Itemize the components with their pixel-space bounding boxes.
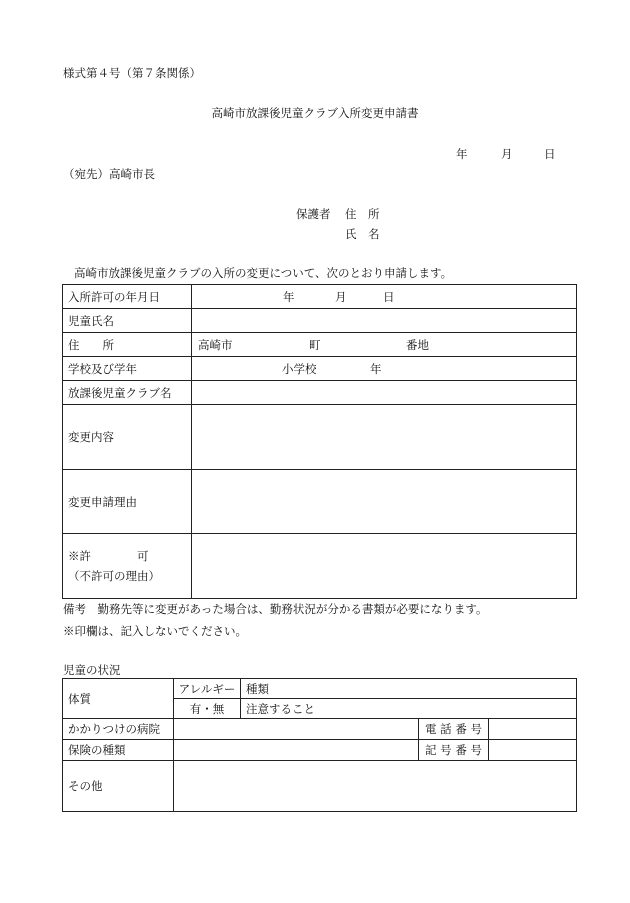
permit-day: 日: [383, 290, 395, 304]
allergy-type-label: 種類: [246, 681, 269, 696]
denial-reason-label: （不許可の理由）: [68, 569, 160, 583]
date-month: 月: [501, 147, 513, 161]
form-number: 様式第４号（第７条関係）: [63, 66, 201, 80]
permit-month: 月: [335, 290, 347, 304]
permit-date-field[interactable]: [192, 285, 577, 309]
date-year: 年: [456, 147, 468, 161]
intro-text: 高崎市放課後児童クラブの入所の変更について、次のとおり申請します。: [74, 266, 453, 280]
allergy-label: アレルギー: [174, 679, 241, 699]
addressee: （宛先）高崎市長: [63, 167, 155, 181]
school-field[interactable]: [192, 357, 577, 381]
address-lot: 番地: [406, 338, 429, 352]
guardian-name-label: 氏 名: [345, 227, 380, 241]
permit-date-label: 入所許可の年月日: [63, 285, 192, 309]
code-label: 記 号 番 号: [419, 740, 489, 761]
hospital-field[interactable]: [174, 719, 419, 740]
child-name-label: 児童氏名: [63, 309, 192, 333]
address-field[interactable]: [192, 333, 577, 357]
child-status-title: 児童の状況: [63, 663, 121, 677]
insurance-field[interactable]: [174, 740, 419, 761]
school-label: 学校及び学年: [63, 357, 192, 381]
change-reason-label: 変更申請理由: [63, 470, 192, 534]
code-field[interactable]: [489, 740, 577, 761]
allergy-options[interactable]: 有・無: [174, 699, 241, 719]
constitution-label: 体質: [63, 679, 174, 719]
page-title: 高崎市放課後児童クラブ入所変更申請書: [211, 106, 419, 120]
permit-field: [192, 534, 577, 599]
permit-cell: [63, 534, 192, 599]
phone-label: 電 話 番 号: [419, 719, 489, 740]
change-content-label: 変更内容: [63, 405, 192, 470]
application-table: [62, 284, 577, 599]
address-city: 高崎市: [198, 338, 233, 352]
child-status-table: [62, 678, 577, 812]
seal-note: ※印欄は、記入しないでください。: [63, 624, 247, 638]
other-label: その他: [63, 761, 174, 812]
change-reason-field[interactable]: [192, 470, 577, 534]
phone-field[interactable]: [489, 719, 577, 740]
club-field[interactable]: [192, 381, 577, 405]
address-town: 町: [309, 338, 321, 352]
caution-field[interactable]: [241, 699, 577, 719]
change-content-field[interactable]: [192, 405, 577, 470]
insurance-label: 保険の種類: [63, 740, 174, 761]
guardian-label: 保護者: [296, 207, 331, 221]
permit-label: ※許 可: [68, 549, 149, 563]
school-suffix: 小学校: [282, 362, 317, 376]
date-day: 日: [544, 147, 556, 161]
other-field[interactable]: [174, 761, 577, 812]
remark-note: 備考 勤務先等に変更があった場合は、勤務状況が分かる書類が必要になります。: [63, 602, 488, 616]
guardian-address-label: 住 所: [345, 207, 380, 221]
club-label: 放課後児童クラブ名: [63, 381, 192, 405]
grade-suffix: 年: [370, 362, 382, 376]
address-label: 住 所: [63, 333, 192, 357]
caution-label: 注意すること: [246, 701, 315, 716]
child-name-field[interactable]: [192, 309, 577, 333]
allergy-type-field[interactable]: [241, 679, 577, 699]
hospital-label: かかりつけの病院: [63, 719, 174, 740]
permit-year: 年: [283, 290, 295, 304]
